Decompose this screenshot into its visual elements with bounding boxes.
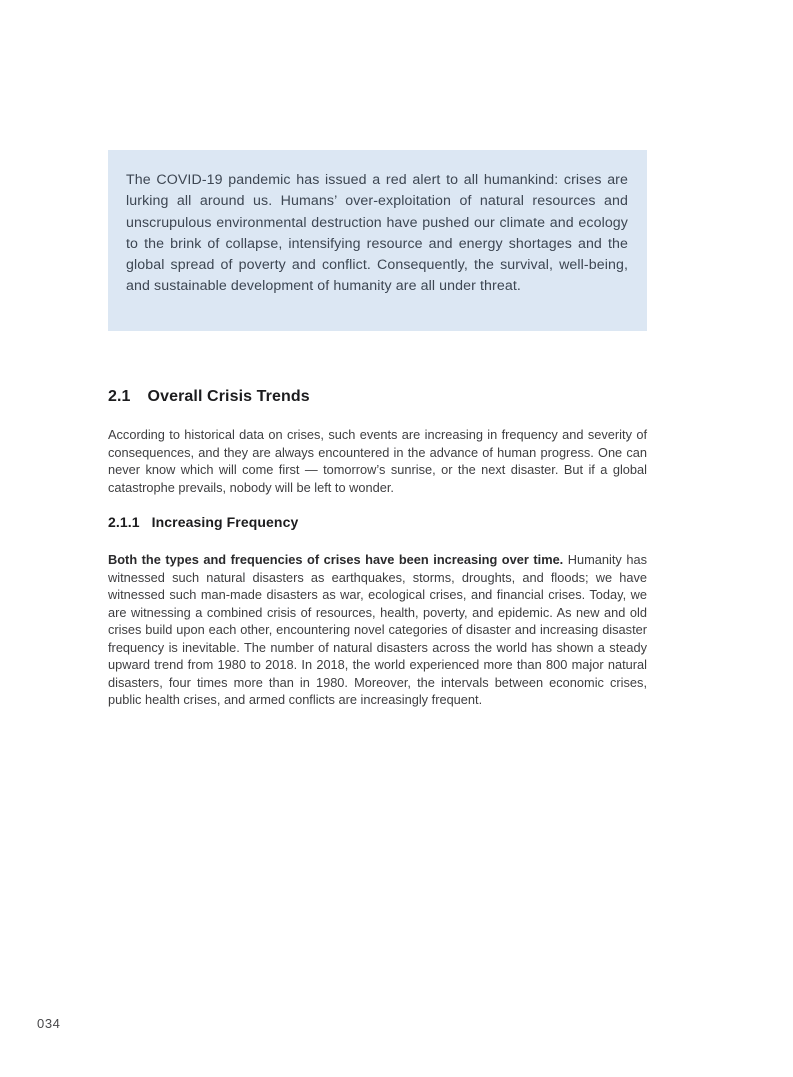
callout-text: The COVID-19 pandemic has issued a red alert to all humankind: crises are lurking all around us. Humans’ over-exploitation of natural resources and unscrupulous environmental destruction have pushed our climate and ecology to the brink of collapse, intensifying resource and energy shortages and the global spread of poverty and conflict. Consequently, the survival, well-being, and sustainable development of humanity are all under threat. xyxy=(126,172,628,295)
section-number: 2.1 xyxy=(108,388,131,405)
section-paragraph xyxy=(108,426,647,496)
subsection-paragraph xyxy=(108,551,647,709)
section-paragraph-text: According to historical data on crises, such events are increasing in frequency and severity of consequences, and they are always encountered in the advance of human progress. One can never know which will come first — tomorrow’s sunrise, or the next disaster. But if a global catastrophe prevails, nobody will be left to wonder. xyxy=(108,427,647,495)
subsection-number: 2.1.1 xyxy=(108,514,140,530)
section-heading xyxy=(108,388,310,406)
subsection-lead-sentence: Both the types and frequencies of crises have been increasing over time. xyxy=(108,552,564,567)
subsection-title: Increasing Frequency xyxy=(151,514,299,530)
section-title: Overall Crisis Trends xyxy=(147,388,310,405)
subsection-heading xyxy=(108,514,298,530)
highlight-callout-box xyxy=(108,150,647,331)
subsection-paragraph-text: Humanity has witnessed such natural disasters as earthquakes, storms, droughts, and floods; we have witnessed such man-made disasters as war, ecological crises, and financial crises. Today, we are witnessing a combined crisis of resources, health, poverty, and epidemic. As new and old crises build upon each other, encountering novel categories of disaster and increasing disaster frequency is inevitable. The number of natural disasters across the world has shown a steady upward trend from 1980 to 2018. In 2018, the world experienced more than 800 major natural disasters, four times more than in 1980. Moreover, the intervals between economic crises, public health crises, and armed conflicts are increasingly frequent. xyxy=(108,552,647,707)
page-number: 034 xyxy=(37,1016,61,1031)
